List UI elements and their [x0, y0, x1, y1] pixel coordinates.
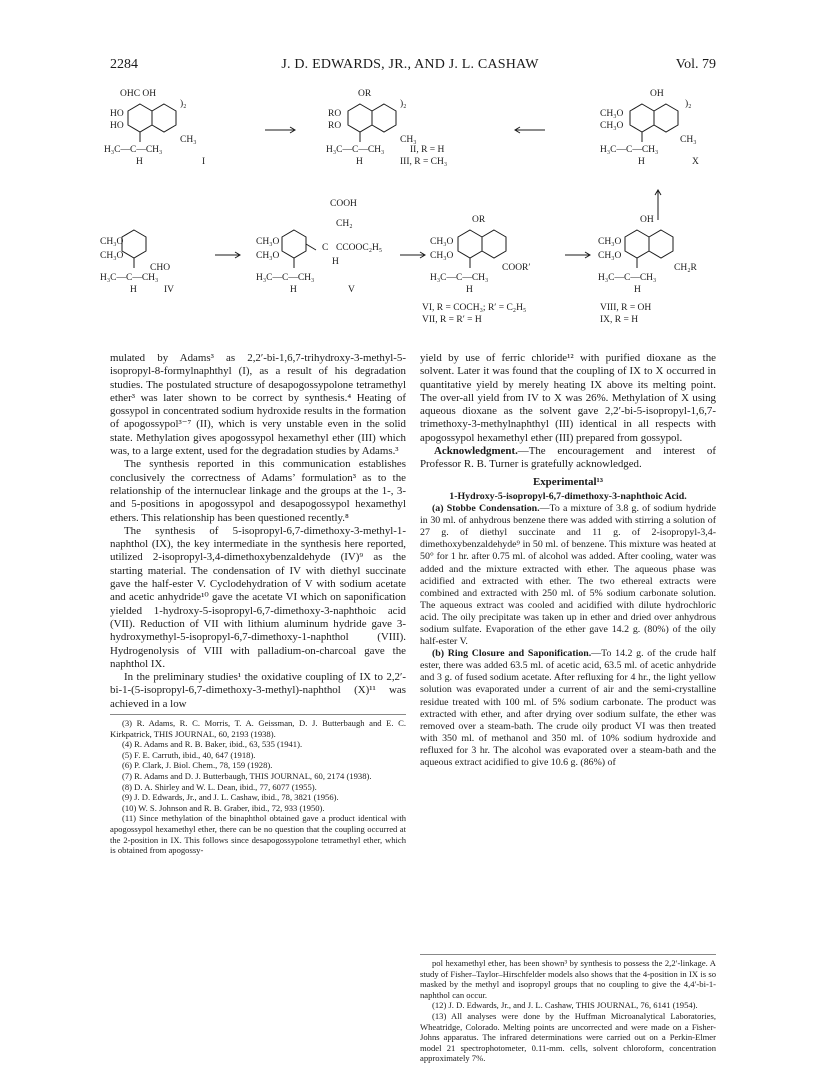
label-c3-o2: CH₃O	[600, 121, 624, 131]
label-c3-top: OH	[650, 89, 664, 99]
label-c3-o1: CH₃O	[600, 109, 624, 119]
label-iv-num: IV	[164, 285, 175, 295]
label-c3-ch3: CH₃	[680, 135, 697, 145]
right-column	[420, 352, 716, 769]
label-viii-o1: CH₃O	[598, 237, 622, 247]
label-c2-ch3: CH₃	[400, 135, 417, 145]
acknowledgment	[420, 445, 716, 472]
label-iv-iso: H₃C—C—CH₃	[100, 273, 159, 283]
label-iv-o1: CH₃O	[100, 237, 124, 247]
footnote: (11) Since methylation of the binaphthol obtained gave a product identical with apogossypol hexamethyl ether, there can be no question that the coupling occurred at the 2-position in IX. This follows since desapogossypolone tetramethyl ether, which is obtained from apogossy-	[110, 813, 406, 856]
label-c1-ho1: HO	[110, 109, 124, 119]
procedure-a	[420, 503, 716, 648]
label-vi-h: H	[466, 285, 473, 295]
label-viii-num2: IX, R = H	[600, 315, 639, 325]
label-v-cooh: COOH	[330, 199, 357, 209]
label-vi-num2: VII, R = R′ = H	[422, 315, 482, 325]
label-iv-cho: CHO	[150, 263, 171, 273]
paragraph: mulated by Adams³ as 2,2′-bi-1,6,7-trihydroxy-3-methyl-5-isopropyl-8-formylnaphthyl (I), as a result of his degradation studies. The postulated structure of desapogossypolone tetramethyl ether³ was later shown to be correct by synthesis.⁴ Heating of gossypol in concentrated sodium hydroxide results in the formation of apogossypol³⁻⁷ (II), which is very unstable even in the solid state. Methylation gives apogossypol hexamethyl ether (III) which was, to a large extent, used for the degradation studies by Adams.³	[110, 352, 406, 458]
compound-X-structure	[630, 104, 678, 142]
label-c2-ro1: RO	[328, 109, 342, 119]
footnote: (10) W. S. Johnson and R. B. Graber, ibid., 72, 933 (1950).	[122, 802, 325, 813]
label-c1-top: OHC OH	[120, 89, 157, 99]
footnote: (13) All analyses were done by the Huffman Microanalytical Laboratories, Wheatridge, Colorado. Melting points are uncorrected and were made on a Fisher-Johns apparatus. The infrared determinations were carried out on a Perkin-Elmer model 21 spectrophotometer, 0.11-mm. cells, solvent chloroform, concentration approximately 7%.	[420, 1010, 716, 1064]
label-viii-num1: VIII, R = OH	[600, 303, 652, 313]
label-c1-sub: )₂	[180, 99, 187, 109]
footnote: (12) J. D. Edwards, Jr., and J. L. Cashaw, THIS JOURNAL, 76, 6141 (1954).	[432, 1000, 698, 1011]
label-viii-ch2r: CH₂R	[674, 263, 697, 273]
experimental-heading: Experimental¹³	[532, 475, 604, 488]
footnote: (4) R. Adams and R. B. Baker, ibid., 63, 535 (1941).	[122, 739, 303, 750]
left-column	[110, 352, 406, 856]
ack-text: —The encouragement and interest of Professor R. B. Turner is gratefully acknowledged.	[420, 445, 716, 471]
label-c3-sub: )₂	[685, 99, 692, 109]
procedure-b	[420, 648, 716, 769]
paragraph: yield by use of ferric chloride¹² with purified dioxane as the solvent. Later it was found that the coupling of IX to X occurred in quantitative yield by merely heating IX above its melting point. The over-all yield from IV to X was 26%. Methylation of X using aqueous dioxane as the solvent gave 2,2′-bi-5-isopropyl-1,6,7-trimethoxy-3-methylnaphthyl (III) identical in all respects with apogossypol hexamethyl ether (III) prepared from gossypol.	[420, 352, 716, 444]
label-c2-sub: )₂	[400, 99, 407, 109]
experimental-section	[420, 491, 716, 769]
label-c1-ho2: HO	[110, 121, 124, 131]
procedure-b-text: —To 14.2 g. of the crude half ester, there was added 63.5 ml. of acetic acid, 63.5 ml. of acetic anhydride and 3 g. of fused sodium acetate. After refluxing for 4 hr., the light yellow solution was evaporated under a current of air and the semi-crystalline residue treated with 100 ml. of 5% sodium carbonate. The product was extracted with ether, and after drying over sodium sulfate, the ether was removed over a steam-bath. The crude oily product VI was then treated with 350 ml. of methanol and 350 ml. of 10% sodium hydroxide and refluxed for 3 hr. The alcohol was evaporated over a steam-bath and the aqueous extract acidified to give 10.6 g. (86%) of	[420, 648, 716, 769]
label-c1-h: H	[136, 157, 143, 167]
label-c2-num1: II, R = H	[410, 145, 445, 155]
footnote: (9) J. D. Edwards, Jr., and J. L. Cashaw, ibid., 78, 3821 (1956).	[122, 792, 339, 803]
label-viii-o2: CH₃O	[598, 251, 622, 261]
compound-II-structure	[348, 104, 396, 142]
compound-V-structure	[282, 230, 316, 268]
label-c2-num2: III, R = CH₃	[400, 157, 448, 167]
label-v-num: V	[348, 285, 355, 295]
reaction-scheme	[100, 80, 720, 352]
label-c2-h: H	[356, 157, 363, 167]
label-c1-iso: H₃C—C—CH₃	[104, 145, 163, 155]
label-vi-num1: VI, R = COCH₃; R′ = C₂H₅	[422, 303, 527, 313]
compound-VI-structure	[458, 230, 506, 268]
label-vi-o2: CH₃O	[430, 251, 454, 261]
label-viii-top: OH	[640, 215, 654, 225]
volume-label: Vol. 79	[675, 57, 716, 72]
paragraph: In the preliminary studies¹ the oxidative coupling of IX to 2,2′-bi-1-(5-isopropyl-6,7-dimethoxy-3-methyl)-naphthol (X)¹¹ was achieved in a low	[110, 671, 406, 710]
ack-title: Acknowledgment.	[434, 445, 518, 458]
label-v-ch2: CH₂	[336, 219, 353, 229]
label-c3-h: H	[638, 157, 645, 167]
experimental-title: 1-Hydroxy-5-isopropyl-6,7-dimethoxy-3-naphthoic Acid.	[449, 490, 687, 502]
footnote: (8) D. A. Shirley and W. L. Dean, ibid., 77, 6077 (1955).	[122, 781, 317, 792]
compound-VIII-structure	[625, 230, 673, 268]
label-v-h: H	[332, 257, 339, 267]
label-vi-iso: H₃C—C—CH₃	[430, 273, 489, 283]
label-vi-top: OR	[472, 215, 486, 225]
footnote: (3) R. Adams, R. C. Morris, T. A. Geissman, D. J. Butterbaugh and E. C. Kirkpatrick, THIS JOURNAL, 60, 2193 (1938).	[110, 718, 406, 739]
label-iv-o2: CH₃O	[100, 251, 124, 261]
label-vi-coor: COOR′	[502, 263, 531, 273]
label-v-o2: CH₃O	[256, 251, 280, 261]
paragraph: The synthesis of 5-isopropyl-6,7-dimethoxy-3-methyl-1-naphthol (IX), the key intermediate in the synthesis here reported, utilized 2-isopropyl-3,4-dimethoxybenzaldehyde (IV)⁹ as the starting material. The condensation of IV with diethyl succinate gave the half-ester V. Cyclodehydration of V with sodium acetate and acetic anhydride¹⁰ gave the acetate VI which on saponification yielded 1-hydroxy-5-isopropyl-6,7-dimethoxy-3-naphthoic acid (VII). Reduction of VII with lithium aluminum hydride gave 3-hydroxymethyl-5-isopropyl-6,7-dimethoxy-1-naphthol (VIII). Hydrogenolysis of VIII with palladium-on-charcoal gave the naphthol IX.	[110, 524, 406, 670]
procedure-b-label: (b) Ring Closure and Saponification.	[432, 648, 592, 660]
compound-I-structure	[128, 104, 176, 142]
footnote: (7) R. Adams and D. J. Butterbaugh, THIS JOURNAL, 60, 2174 (1938).	[122, 770, 372, 781]
footnotes-left	[110, 714, 406, 856]
label-c2-iso: H₃C—C—CH₃	[326, 145, 385, 155]
footnote: pol hexamethyl ether, has been shown³ by synthesis to possess the 2,2′-linkage. A study of Fisher–Taylor–Hirschfelder models also shows that the 4-position in IX is so masked by the methyl and isopropyl groups that no coupling to give the 4,4′-bi-1-naphthol can occur.	[420, 958, 716, 1000]
label-c2-ro2: RO	[328, 121, 342, 131]
label-v-ester: CCOOC₂H₅	[336, 243, 383, 253]
label-c2-top: OR	[358, 89, 372, 99]
procedure-a-label: (a) Stobbe Condensation.	[432, 503, 540, 515]
label-c1-num: I	[202, 157, 206, 167]
procedure-a-text: —To a mixture of 3.8 g. of sodium hydride in 30 ml. of anhydrous benzene there was added with stirring a solution of 27 g. of diethyl succinate and 11 g. of 2-isopropyl-3,4-dimethoxybenzaldehyde⁹ in 50 ml. of benzene. This mixture was heated at 50° for 1 hr. after 0.75 ml. of alcohol was added. After cooling, water was added and the mixture extracted with ether. The aqueous phase was acidified and extracted with ether. The two ethereal extracts were combined and extracted with 250 ml. of 5% sodium carbonate solution. The aqueous extract was cooled and acidified with dilute hydrochloric acid. The oily precipitate was taken up in ether and dried over anhydrous sodium sulfate. Evaporation of the ether gave 14.2 g. (80%) of the oily half-ester V.	[420, 503, 716, 648]
compound-IV-structure	[122, 230, 146, 268]
page-number: 2284	[110, 57, 138, 72]
label-iv-h: H	[130, 285, 137, 295]
footnote: (5) F. E. Carruth, ibid., 40, 647 (1918).	[122, 749, 256, 760]
label-c3-num: X	[692, 157, 699, 167]
label-c1-ch3: CH₃	[180, 135, 197, 145]
paragraph: The synthesis reported in this communication establishes conclusively the correctness of Adams’ formulation³ as to the relationship of the internuclear linkage and the groups at the 1-, 3- and 5-positions in apogossypol and desapogossypol hexamethyl ethers. This relationship has been questioned recently.⁸	[110, 458, 406, 524]
label-viii-h: H	[634, 285, 641, 295]
label-v-c: C	[322, 243, 329, 253]
label-c3-iso: H₃C—C—CH₃	[600, 145, 659, 155]
label-vi-o1: CH₃O	[430, 237, 454, 247]
footnote: (6) P. Clark, J. Biol. Chem., 78, 159 (1928).	[122, 760, 273, 771]
running-title: J. D. EDWARDS, JR., AND J. L. CASHAW	[281, 57, 539, 72]
label-v-o1: CH₃O	[256, 237, 280, 247]
footnotes-right	[420, 954, 716, 1064]
label-v-hh: H	[290, 285, 297, 295]
label-v-iso: H₃C—C—CH₃	[256, 273, 315, 283]
label-viii-iso: H₃C—C—CH₃	[598, 273, 657, 283]
